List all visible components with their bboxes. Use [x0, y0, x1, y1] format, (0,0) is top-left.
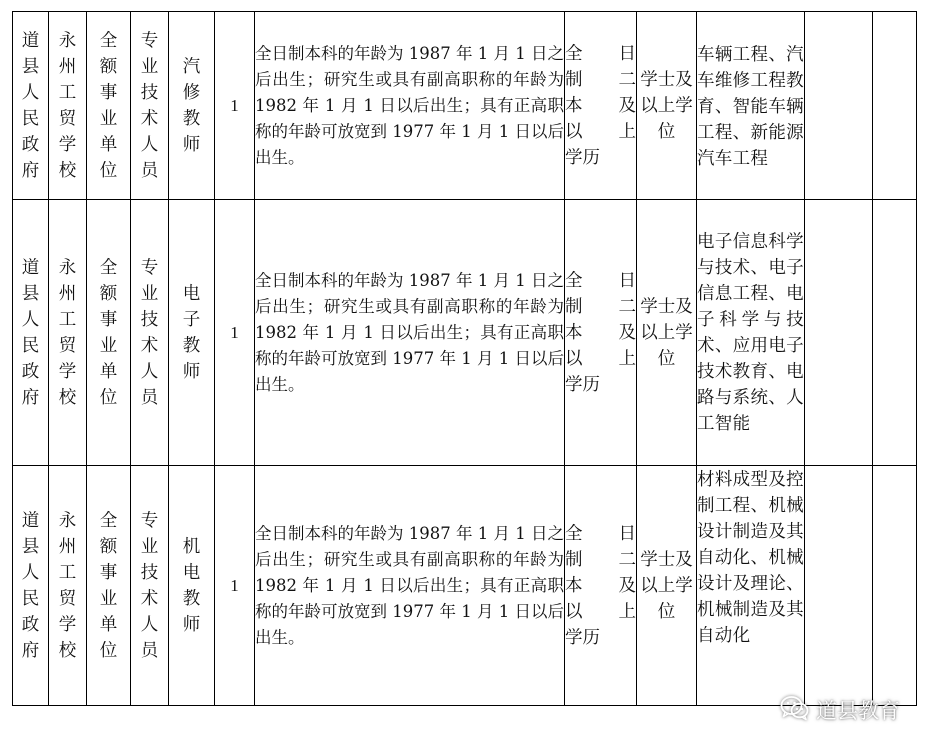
- empty-cell: [873, 12, 917, 200]
- empty-cell: [805, 200, 873, 466]
- category-cell: 专业技术人员: [131, 200, 169, 466]
- degree-cell: 学士及以上学位: [637, 200, 697, 466]
- category-cell: 专业技术人员: [131, 12, 169, 200]
- category-cell: 专业技术人员: [131, 466, 169, 706]
- degree-cell: 学士及以上学位: [637, 12, 697, 200]
- count-cell: 1: [215, 466, 255, 706]
- table-row: [13, 200, 917, 466]
- unit-cell: 永州工贸学校: [49, 466, 87, 706]
- majors-cell: 材料成型及控制工程、机械设计制造及其自动化、机械设计及理论、机械制造及其自动化: [697, 466, 805, 706]
- empty-cell: [805, 466, 873, 706]
- county-cell: 道县人民政府: [13, 12, 49, 200]
- empty-cell: [805, 12, 873, 200]
- empty-cell: [873, 200, 917, 466]
- county-cell: 道县人民政府: [13, 466, 49, 706]
- recruitment-table: [12, 11, 917, 706]
- majors-cell: 电子信息科学与技术、电子信息工程、电子科学与技术、应用电子技术教育、电路与系统、人工智能: [697, 200, 805, 466]
- age-requirement-cell: 全日制本科的年龄为 1987 年 1 月 1 日之后出生；研究生或具有副高职称的年龄为 1982 年 1 月 1 日以后出生；具有正高职称的年龄可放宽到 1977 年 1 月 1 日以后出生。: [255, 12, 565, 200]
- unit-cell: 永州工贸学校: [49, 12, 87, 200]
- position-cell: 机电教师: [169, 466, 215, 706]
- table-row: [13, 466, 917, 706]
- funding-cell: 全额事业单位: [87, 466, 131, 706]
- empty-cell: [873, 466, 917, 706]
- table-row: [13, 12, 917, 200]
- funding-cell: 全额事业单位: [87, 12, 131, 200]
- watermark-text: 道县教育: [816, 699, 900, 723]
- majors-cell: 车辆工程、汽车维修工程教育、智能车辆工程、新能源汽车工程: [697, 12, 805, 200]
- count-cell: 1: [215, 12, 255, 200]
- position-cell: 电子教师: [169, 200, 215, 466]
- education-cell: 全 日 制 二 本 及 以 上 学历: [565, 466, 637, 706]
- education-cell: 全 日 制 二 本 及 以 上 学历: [565, 12, 637, 200]
- funding-cell: 全额事业单位: [87, 200, 131, 466]
- age-requirement-cell: 全日制本科的年龄为 1987 年 1 月 1 日之后出生；研究生或具有副高职称的年龄为 1982 年 1 月 1 日以后出生；具有正高职称的年龄可放宽到 1977 年 1 月 1 日以后出生。: [255, 466, 565, 706]
- wechat-icon: [780, 695, 810, 726]
- education-cell: 全 日 制 二 本 及 以 上 学历: [565, 200, 637, 466]
- age-requirement-cell: 全日制本科的年龄为 1987 年 1 月 1 日之后出生；研究生或具有副高职称的年龄为 1982 年 1 月 1 日以后出生；具有正高职称的年龄可放宽到 1977 年 1 月 1 日以后出生。: [255, 200, 565, 466]
- unit-cell: 永州工贸学校: [49, 200, 87, 466]
- degree-cell: 学士及以上学位: [637, 466, 697, 706]
- county-cell: 道县人民政府: [13, 200, 49, 466]
- position-cell: 汽修教师: [169, 12, 215, 200]
- watermark: [780, 694, 900, 726]
- count-cell: 1: [215, 200, 255, 466]
